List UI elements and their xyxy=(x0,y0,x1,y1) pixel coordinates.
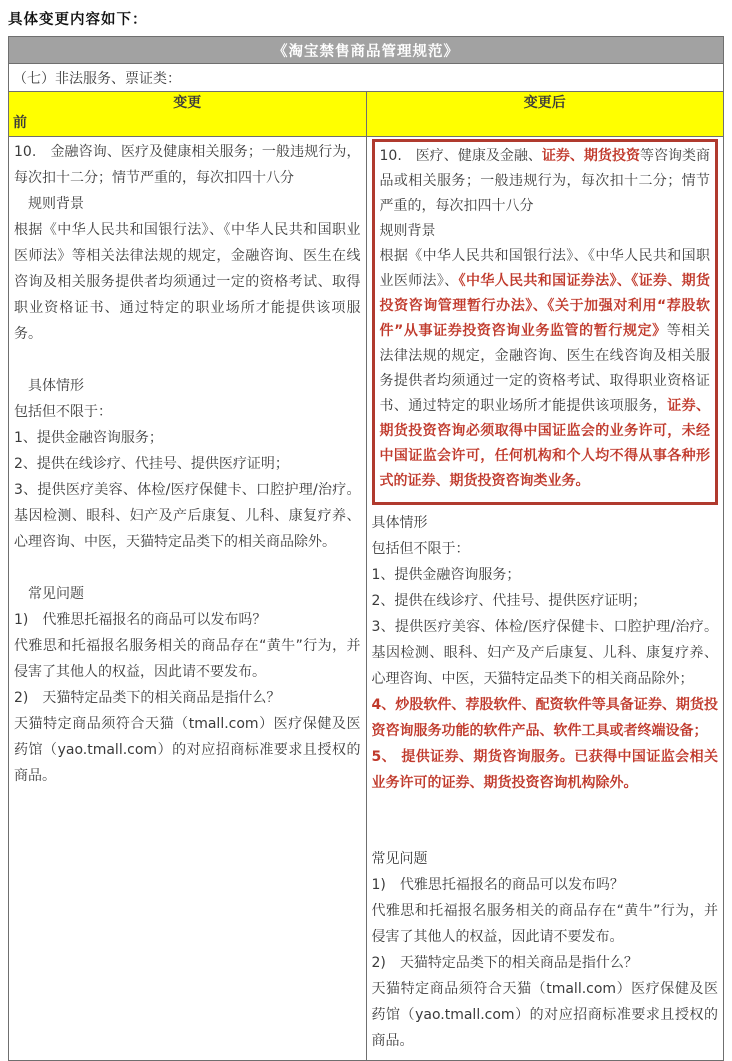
before-column-text xyxy=(14,139,361,789)
column-header-after-line2 xyxy=(369,113,722,133)
content-row xyxy=(9,137,724,1061)
paragraph xyxy=(14,581,361,607)
paragraph xyxy=(14,711,361,789)
text-run: 常见问题 xyxy=(371,851,428,867)
text-run: 具体情形 xyxy=(371,515,428,531)
text-run: 10. 金融咨询、医疗及健康相关服务；一般违规行为，每次扣十二分；情节严重的，每次扣四十八分 xyxy=(14,144,361,186)
after-column-text xyxy=(372,510,719,1054)
paragraph xyxy=(380,219,711,244)
paragraph xyxy=(14,477,361,555)
paragraph xyxy=(14,633,361,685)
paragraph xyxy=(14,451,361,477)
paragraph xyxy=(372,692,719,744)
rules-table xyxy=(8,36,724,1061)
paragraph xyxy=(372,846,719,872)
text-run: 1) 代雅思托福报名的商品可以发布吗？ xyxy=(14,612,267,628)
text-run: 规则背景 xyxy=(379,223,436,239)
paragraph xyxy=(14,373,361,399)
text-run: 包括但不限于： xyxy=(371,541,470,557)
text-run: 1) 代雅思托福报名的商品可以发布吗？ xyxy=(371,877,624,893)
column-header-row xyxy=(9,92,724,137)
text-run: 规则背景 xyxy=(28,196,84,212)
emphasized-text-run: 5、 提供证券、期货咨询服务。已获得中国证监会相关业务许可的证券、期货投资咨询机构除外。 xyxy=(371,749,718,791)
paragraph xyxy=(14,685,361,711)
text-run: 1、提供金融咨询服务； xyxy=(371,567,521,583)
text-run: 2、提供在线诊疗、代挂号、提供医疗证明； xyxy=(371,593,647,609)
text-run: 1、提供金融咨询服务； xyxy=(14,430,163,446)
text-run: 代雅思和托福报名服务相关的商品存在“黄牛”行为，并侵害了其他人的权益，因此请不要发布。 xyxy=(14,638,361,680)
emphasized-text-run: 证券、期货投资咨询必须取得中国证监会的业务许可，未经中国证监会许可，任何机构和个人均不得从事各种形式的证券、期货投资咨询类业务。 xyxy=(379,398,711,489)
emphasized-text-run: 4、炒股软件、荐股软件、配资软件等具备证券、期货投资咨询服务功能的软件产品、软件工具或者终端设备； xyxy=(371,697,718,739)
text-run: 天猫特定商品须符合天猫（tmall.com）医疗保健及医药馆（yao.tmall.com）的对应招商标准要求且授权的商品。 xyxy=(14,716,361,784)
text-run: 3、提供医疗美容、体检/医疗保健卡、口腔护理/治疗。基因检测、眼科、妇产及产后康复、儿科、康复疗养、心理咨询、中医，天猫特定品类下的相关商品除外。 xyxy=(14,482,361,550)
paragraph xyxy=(14,399,361,425)
paragraph xyxy=(372,510,719,536)
paragraph xyxy=(14,217,361,347)
text-run: 包括但不限于： xyxy=(14,404,112,420)
paragraph xyxy=(372,588,719,614)
category-row xyxy=(9,64,724,92)
emphasized-text-run: 《中华人民共和国证券法》、《证券、期货投资咨询管理暂行办法》、《关于加强对利用“荐股软件”从事证券投资咨询业务监管的暂行规定》 xyxy=(379,273,710,339)
paragraph xyxy=(372,536,719,562)
text-run: 3、提供医疗美容、体检/医疗保健卡、口腔护理/治疗。基因检测、眼科、妇产及产后康复、儿科、康复疗养、心理咨询、中医，天猫特定品类下的相关商品除外； xyxy=(371,619,718,687)
before-column xyxy=(9,137,367,1061)
column-header-before xyxy=(9,92,367,137)
column-header-before-line1: 变更 xyxy=(173,95,202,111)
text-run: 具体情形 xyxy=(28,378,84,394)
column-header-before-line2: 前 xyxy=(13,115,27,131)
column-header-after xyxy=(366,92,724,137)
paragraph xyxy=(372,950,719,976)
document-title-bar: 《淘宝禁售商品管理规范》 xyxy=(9,37,724,64)
text-run: 根据《中华人民共和国银行法》、《中华人民共和国职业医师法》等相关法律法规的规定，金融咨询、医生在线咨询及相关服务提供者均须通过一定的资格考试、取得职业资格证书、通过特定的职业场所才能提供该项服务。 xyxy=(14,222,361,342)
paragraph xyxy=(14,425,361,451)
document-title-row xyxy=(9,37,724,64)
paragraph xyxy=(14,139,361,191)
paragraph xyxy=(14,191,361,217)
after-column xyxy=(366,137,724,1061)
page-title: 具体变更内容如下： xyxy=(8,12,148,28)
text-run: 代雅思和托福报名服务相关的商品存在“黄牛”行为，并侵害了其他人的权益，因此请不要发布。 xyxy=(371,903,718,945)
text-run: 根据《中华人民共和国银行法》、《中华人民共和国职业医师法》、 xyxy=(379,248,710,289)
text-run: 等相关法律法规的规定，金融咨询、医生在线咨询及相关服务提供者均须通过一定的资格考试、取得职业资格证书、通过特定的职业场所才能提供该项服务， xyxy=(379,323,711,414)
text-run: 10. 医疗、健康及金融、 xyxy=(379,148,542,164)
paragraph xyxy=(372,744,719,796)
paragraph xyxy=(372,562,719,588)
text-run: 等咨询类商品或相关服务；一般违规行为，每次扣十二分；情节严重的，每次扣四十八分 xyxy=(379,148,711,214)
paragraph xyxy=(372,614,719,692)
text-run: 2) 天猫特定品类下的相关商品是指什么？ xyxy=(14,690,281,706)
text-run: 常见问题 xyxy=(28,586,84,602)
category-label: （七）非法服务、票证类： xyxy=(9,64,724,92)
paragraph xyxy=(372,976,719,1054)
paragraph xyxy=(372,872,719,898)
paragraph xyxy=(380,144,711,219)
column-header-after-line1: 变更后 xyxy=(523,95,566,111)
text-run: 天猫特定商品须符合天猫（tmall.com）医疗保健及医药馆（yao.tmall.com）的对应招商标准要求且授权的商品。 xyxy=(371,981,718,1049)
text-run: 2、提供在线诊疗、代挂号、提供医疗证明； xyxy=(14,456,289,472)
highlight-box xyxy=(372,139,719,505)
paragraph xyxy=(380,244,711,494)
emphasized-text-run: 证券、期货投资 xyxy=(541,148,640,164)
text-run: 2) 天猫特定品类下的相关商品是指什么？ xyxy=(371,955,638,971)
paragraph xyxy=(14,607,361,633)
paragraph xyxy=(372,898,719,950)
